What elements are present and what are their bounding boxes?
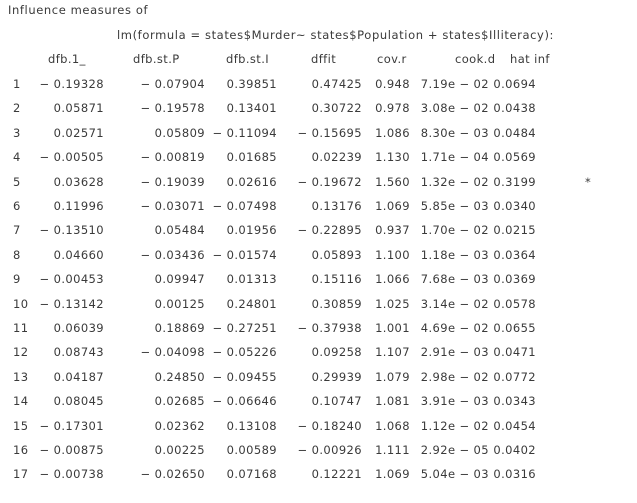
cell-cook-d: 3.91e − 03 xyxy=(420,394,489,409)
cell-dfb-st-p: − 0.03071 xyxy=(140,199,205,213)
table-row xyxy=(0,345,637,361)
cell-cov-r: 1.079 xyxy=(375,369,410,384)
table-row xyxy=(0,394,637,410)
row-index: 4 xyxy=(13,150,21,165)
cell-dfb1: 0.08743 xyxy=(53,345,104,360)
cell-dfb-st-p: 0.02362 xyxy=(154,418,205,433)
cell-hat: 0.0694 xyxy=(493,77,536,91)
cell-dfb-st-i: − 0.11094 xyxy=(212,125,277,140)
cell-hat: 0.0569 xyxy=(493,150,536,165)
table-row xyxy=(0,297,637,313)
cell-dfb-st-p: 0.05809 xyxy=(154,125,205,140)
cell-cook-d: 1.18e − 03 xyxy=(420,247,489,262)
cell-dffit: − 0.19672 xyxy=(297,174,362,189)
cell-cook-d: 4.69e − 02 xyxy=(420,321,489,335)
cell-cov-r: 1.086 xyxy=(375,125,410,140)
header-cov-r: cov.r xyxy=(377,52,407,66)
cell-dfb-st-i: 0.00589 xyxy=(226,443,277,457)
cell-dfb1: 0.02571 xyxy=(53,125,104,140)
cell-cook-d: 3.14e − 02 xyxy=(420,296,489,311)
page-title: Influence measures of xyxy=(8,3,149,17)
table-row xyxy=(0,77,637,93)
cell-dffit: 0.10747 xyxy=(311,394,362,409)
cell-dfb-st-i: 0.24801 xyxy=(226,296,277,311)
row-index: 16 xyxy=(13,443,29,457)
cell-cov-r: 0.948 xyxy=(375,77,410,91)
table-row xyxy=(0,248,637,264)
header-hat-inf: hat inf xyxy=(510,52,550,66)
cell-dfb1: 0.03628 xyxy=(53,174,104,189)
table-header xyxy=(0,52,637,68)
row-index: 10 xyxy=(13,296,29,311)
cell-dfb-st-i: 0.01313 xyxy=(226,272,277,287)
row-index: 13 xyxy=(13,369,29,384)
header-dfb-st-p: dfb.st.P xyxy=(133,52,180,66)
table-row xyxy=(0,175,637,191)
row-index: 6 xyxy=(13,199,21,213)
cell-dfb-st-p: − 0.07904 xyxy=(140,77,205,91)
cell-hat: 0.0471 xyxy=(493,345,536,360)
cell-dfb-st-i: − 0.06646 xyxy=(212,394,277,409)
table-row xyxy=(0,101,637,117)
cell-dfb-st-p: − 0.19039 xyxy=(140,174,205,189)
cell-dfb-st-i: − 0.09455 xyxy=(212,369,277,384)
cell-hat: 0.0454 xyxy=(493,418,536,433)
table-row xyxy=(0,321,637,337)
cell-cov-r: 0.937 xyxy=(375,223,410,238)
cell-hat: 0.0316 xyxy=(493,467,536,482)
row-index: 7 xyxy=(13,223,21,238)
cell-dffit: 0.12221 xyxy=(311,467,362,482)
cell-dfb1: − 0.00875 xyxy=(39,443,104,457)
cell-dfb1: − 0.00505 xyxy=(39,150,104,165)
cell-cov-r: 1.069 xyxy=(375,199,410,213)
table-row xyxy=(0,419,637,435)
table-row xyxy=(0,126,637,142)
cell-dffit: − 0.18240 xyxy=(297,418,362,433)
cell-dfb1: 0.04187 xyxy=(53,369,104,384)
cell-dfb-st-p: − 0.04098 xyxy=(140,345,205,360)
header-dfb1: dfb.1_ xyxy=(48,52,86,66)
cell-dffit: − 0.37938 xyxy=(297,321,362,335)
row-index: 9 xyxy=(13,272,21,287)
cell-dfb1: − 0.00738 xyxy=(39,467,104,482)
row-index: 2 xyxy=(13,101,21,116)
row-index: 17 xyxy=(13,467,29,482)
cell-cov-r: 1.001 xyxy=(375,321,410,335)
cell-hat: 0.0364 xyxy=(493,247,536,262)
cell-dfb-st-p: 0.18869 xyxy=(154,321,205,335)
cell-dffit: 0.13176 xyxy=(311,199,362,213)
cell-dfb-st-i: 0.13108 xyxy=(226,418,277,433)
header-dffit: dffit xyxy=(311,52,337,66)
table-row xyxy=(0,272,637,288)
cell-hat: 0.0655 xyxy=(493,321,536,335)
row-index: 1 xyxy=(13,77,21,91)
cell-dffit: 0.30722 xyxy=(311,101,362,116)
cell-hat: 0.0340 xyxy=(493,199,536,213)
cell-inf-flag: * xyxy=(585,174,592,189)
cell-dfb-st-p: 0.00225 xyxy=(154,443,205,457)
cell-hat: 0.3199 xyxy=(493,174,536,189)
row-index: 8 xyxy=(13,247,21,262)
cell-cook-d: 2.98e − 02 xyxy=(420,369,489,384)
cell-cov-r: 0.978 xyxy=(375,101,410,116)
row-index: 15 xyxy=(13,418,29,433)
cell-dfb-st-p: − 0.19578 xyxy=(140,101,205,116)
cell-cov-r: 1.107 xyxy=(375,345,410,360)
cell-cook-d: 5.85e − 03 xyxy=(420,199,489,213)
cell-dffit: 0.05893 xyxy=(311,247,362,262)
formula-text: lm(formula = states$Murder~ states$Population + states$Illiteracy): xyxy=(117,28,555,42)
cell-dfb1: 0.05871 xyxy=(53,101,104,116)
cell-dfb1: 0.11996 xyxy=(53,199,104,213)
cell-dfb1: 0.04660 xyxy=(53,247,104,262)
cell-cook-d: 1.71e − 04 xyxy=(420,150,489,165)
cell-cook-d: 5.04e − 03 xyxy=(420,467,489,482)
cell-dfb1: − 0.13142 xyxy=(39,296,104,311)
cell-hat: 0.0402 xyxy=(493,443,536,457)
row-index: 5 xyxy=(13,174,21,189)
table-row xyxy=(0,443,637,459)
cell-dfb1: − 0.00453 xyxy=(39,272,104,287)
cell-cov-r: 1.111 xyxy=(375,443,410,457)
cell-dfb-st-i: − 0.07498 xyxy=(212,199,277,213)
cell-cov-r: 1.025 xyxy=(375,296,410,311)
table-row xyxy=(0,370,637,386)
cell-hat: 0.0484 xyxy=(493,125,536,140)
cell-dfb-st-i: 0.01956 xyxy=(226,223,277,238)
cell-dfb-st-p: − 0.00819 xyxy=(140,150,205,165)
cell-dfb-st-i: − 0.27251 xyxy=(212,321,277,335)
table-row xyxy=(0,150,637,166)
cell-dfb-st-i: − 0.01574 xyxy=(212,247,277,262)
row-index: 3 xyxy=(13,125,21,140)
cell-dfb-st-p: 0.02685 xyxy=(154,394,205,409)
cell-dffit: 0.47425 xyxy=(311,77,362,91)
cell-dfb1: 0.08045 xyxy=(53,394,104,409)
cell-cook-d: 7.19e − 02 xyxy=(420,77,489,91)
cell-dfb1: 0.06039 xyxy=(53,321,104,335)
cell-dfb1: − 0.17301 xyxy=(39,418,104,433)
cell-hat: 0.0215 xyxy=(493,223,536,238)
cell-hat: 0.0343 xyxy=(493,394,536,409)
cell-hat: 0.0438 xyxy=(493,101,536,116)
cell-dfb-st-p: − 0.02650 xyxy=(140,467,205,482)
row-index: 14 xyxy=(13,394,29,409)
cell-cook-d: 1.32e − 02 xyxy=(420,174,489,189)
cell-cook-d: 1.12e − 02 xyxy=(420,418,489,433)
cell-cook-d: 3.08e − 02 xyxy=(420,101,489,116)
cell-cov-r: 1.081 xyxy=(375,394,410,409)
cell-dfb-st-i: 0.02616 xyxy=(226,174,277,189)
header-cook-d: cook.d xyxy=(455,52,496,66)
cell-dfb-st-i: − 0.05226 xyxy=(212,345,277,360)
cell-dfb-st-p: 0.00125 xyxy=(154,296,205,311)
cell-cov-r: 1.100 xyxy=(375,247,410,262)
cell-dffit: − 0.15695 xyxy=(297,125,362,140)
cell-cook-d: 2.92e − 05 xyxy=(420,443,489,457)
cell-cook-d: 2.91e − 03 xyxy=(420,345,489,360)
cell-dfb-st-i: 0.01685 xyxy=(226,150,277,165)
cell-dffit: 0.02239 xyxy=(311,150,362,165)
cell-cov-r: 1.069 xyxy=(375,467,410,482)
cell-dfb1: − 0.13510 xyxy=(39,223,104,238)
table-row xyxy=(0,199,637,215)
row-index: 12 xyxy=(13,345,29,360)
cell-dfb-st-p: 0.05484 xyxy=(154,223,205,238)
table-row xyxy=(0,467,637,483)
cell-cov-r: 1.130 xyxy=(375,150,410,165)
cell-hat: 0.0578 xyxy=(493,296,536,311)
cell-cook-d: 7.68e − 03 xyxy=(420,272,489,287)
cell-cov-r: 1.066 xyxy=(375,272,410,287)
header-dfb-st-i: dfb.st.I xyxy=(226,52,270,66)
row-index: 11 xyxy=(13,321,29,335)
cell-dffit: 0.09258 xyxy=(311,345,362,360)
cell-dffit: 0.15116 xyxy=(311,272,362,287)
table-row xyxy=(0,223,637,239)
cell-dfb-st-p: 0.24850 xyxy=(154,369,205,384)
cell-dfb-st-i: 0.39851 xyxy=(226,77,277,91)
cell-hat: 0.0772 xyxy=(493,369,536,384)
cell-dfb-st-i: 0.07168 xyxy=(226,467,277,482)
cell-cook-d: 8.30e − 03 xyxy=(420,125,489,140)
cell-dffit: − 0.00926 xyxy=(297,443,362,457)
cell-dfb1: − 0.19328 xyxy=(39,77,104,91)
cell-cook-d: 1.70e − 02 xyxy=(420,223,489,238)
cell-dffit: − 0.22895 xyxy=(297,223,362,238)
cell-dfb-st-i: 0.13401 xyxy=(226,101,277,116)
cell-dfb-st-p: 0.09947 xyxy=(154,272,205,287)
cell-dfb-st-p: − 0.03436 xyxy=(140,247,205,262)
cell-cov-r: 1.560 xyxy=(375,174,410,189)
cell-dffit: 0.29939 xyxy=(311,369,362,384)
cell-hat: 0.0369 xyxy=(493,272,536,287)
cell-dffit: 0.30859 xyxy=(311,296,362,311)
cell-cov-r: 1.068 xyxy=(375,418,410,433)
